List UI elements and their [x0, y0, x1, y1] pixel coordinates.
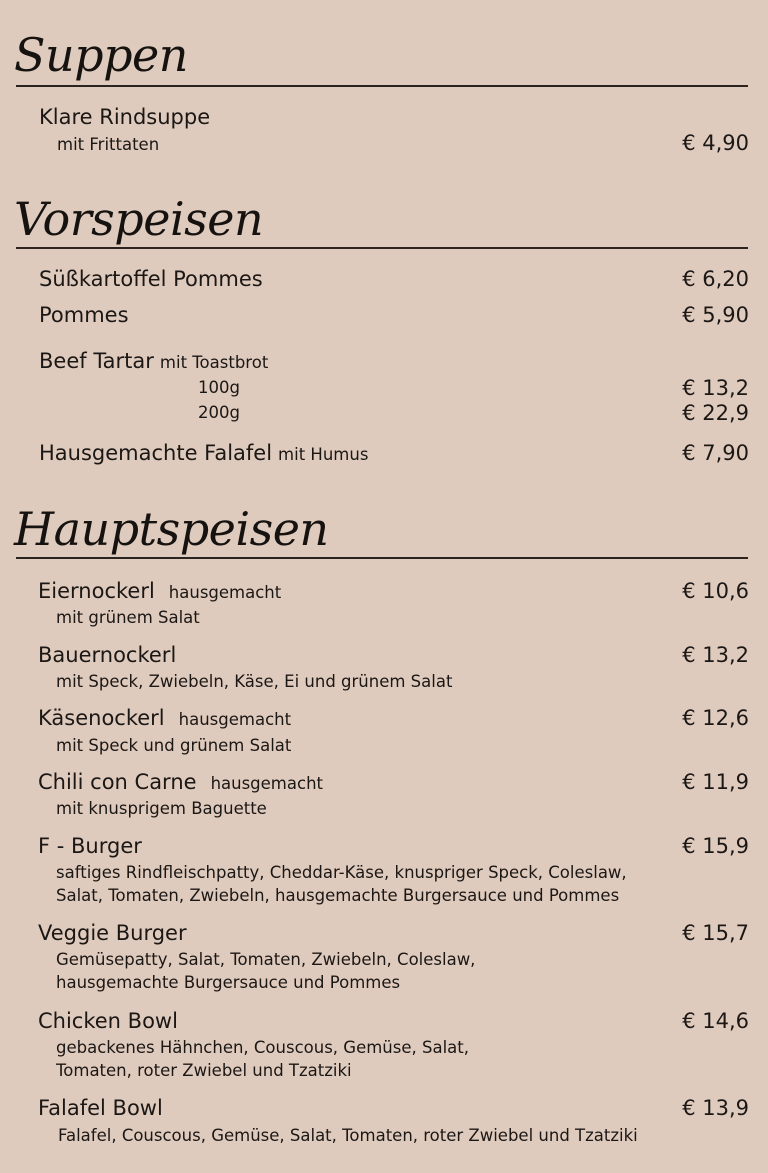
menu-item-description: mit Speck und grünem Salat [56, 736, 292, 755]
menu-item-price: € 7,90 [682, 441, 749, 465]
menu-item-name [38, 772, 323, 793]
section-divider [16, 247, 748, 249]
portion-size: 100g [198, 378, 240, 397]
section-title-hauptspeisen: Hauptspeisen [14, 502, 329, 556]
section-divider [16, 85, 748, 87]
menu-item-price: € 5,90 [682, 303, 749, 327]
menu-item-name: Klare Rindsuppe [39, 105, 211, 129]
menu-item-name: Chicken Bowl [38, 1009, 178, 1033]
menu-item-note: hausgemacht [168, 583, 282, 602]
portion-size: 200g [198, 403, 240, 422]
menu-item-price: € 14,6 [682, 1009, 749, 1033]
menu-item-name [39, 443, 368, 464]
section-title-suppen: Suppen [14, 28, 188, 82]
menu-item-name [39, 351, 268, 372]
menu-item-description: Gemüsepatty, Salat, Tomaten, Zwiebeln, Coleslaw, [56, 950, 476, 969]
menu-item-price: € 13,9 [682, 1096, 749, 1120]
menu-item-title: Hausgemachte Falafel [39, 441, 273, 465]
menu-item-description: Salat, Tomaten, Zwiebeln, hausgemachte Burgersauce und Pommes [56, 886, 620, 905]
menu-item-price: € 10,6 [682, 579, 749, 603]
menu-item-description: saftiges Rindfleischpatty, Cheddar-Käse, knuspriger Speck, Coleslaw, [56, 863, 627, 882]
menu-item-title: Chili con Carne [38, 770, 197, 794]
section-title-vorspeisen: Vorspeisen [14, 192, 264, 246]
menu-item-name: F - Burger [38, 834, 142, 858]
menu-item-price: € 11,9 [682, 770, 749, 794]
menu-item-name [38, 708, 291, 729]
menu-item-description: mit grünem Salat [56, 608, 200, 627]
menu-item-name [38, 581, 281, 602]
menu-item-note: mit Humus [278, 445, 369, 464]
menu-item-price: € 13,2 [682, 376, 749, 400]
menu-item-price: € 22,9 [682, 401, 749, 425]
menu-item-name: Veggie Burger [38, 921, 187, 945]
menu-item-description: gebackenes Hähnchen, Couscous, Gemüse, Salat, [56, 1038, 469, 1057]
menu-item-description: mit Speck, Zwiebeln, Käse, Ei und grünem Salat [56, 672, 453, 691]
menu-item-name: Süßkartoffel Pommes [39, 267, 263, 291]
menu-item-price: € 6,20 [682, 267, 749, 291]
menu-item-title: Eiernockerl [38, 579, 155, 603]
menu-item-description: mit knusprigem Baguette [56, 799, 267, 818]
section-divider [16, 557, 748, 559]
menu-item-price: € 13,2 [682, 643, 749, 667]
menu-item-title: Beef Tartar [39, 349, 154, 373]
menu-item-description: hausgemachte Burgersauce und Pommes [56, 973, 401, 992]
menu-item-note: mit Toastbrot [159, 353, 269, 372]
menu-item-name: Falafel Bowl [38, 1096, 163, 1120]
menu-item-description: Tomaten, roter Zwiebel und Tzatziki [56, 1061, 352, 1080]
menu-item-price: € 15,9 [682, 834, 749, 858]
menu-item-price: € 4,90 [682, 131, 749, 155]
menu-item-description: mit Frittaten [57, 135, 160, 154]
menu-item-name: Bauernockerl [38, 643, 177, 667]
menu-item-price: € 15,7 [682, 921, 749, 945]
menu-item-description: Falafel, Couscous, Gemüse, Salat, Tomaten, roter Zwiebel und Tzatziki [58, 1126, 638, 1145]
menu-item-title: Käsenockerl [38, 706, 165, 730]
menu-item-price: € 12,6 [682, 706, 749, 730]
menu-item-note: hausgemacht [210, 774, 323, 793]
menu-item-name: Pommes [39, 303, 129, 327]
menu-item-note: hausgemacht [178, 710, 292, 729]
